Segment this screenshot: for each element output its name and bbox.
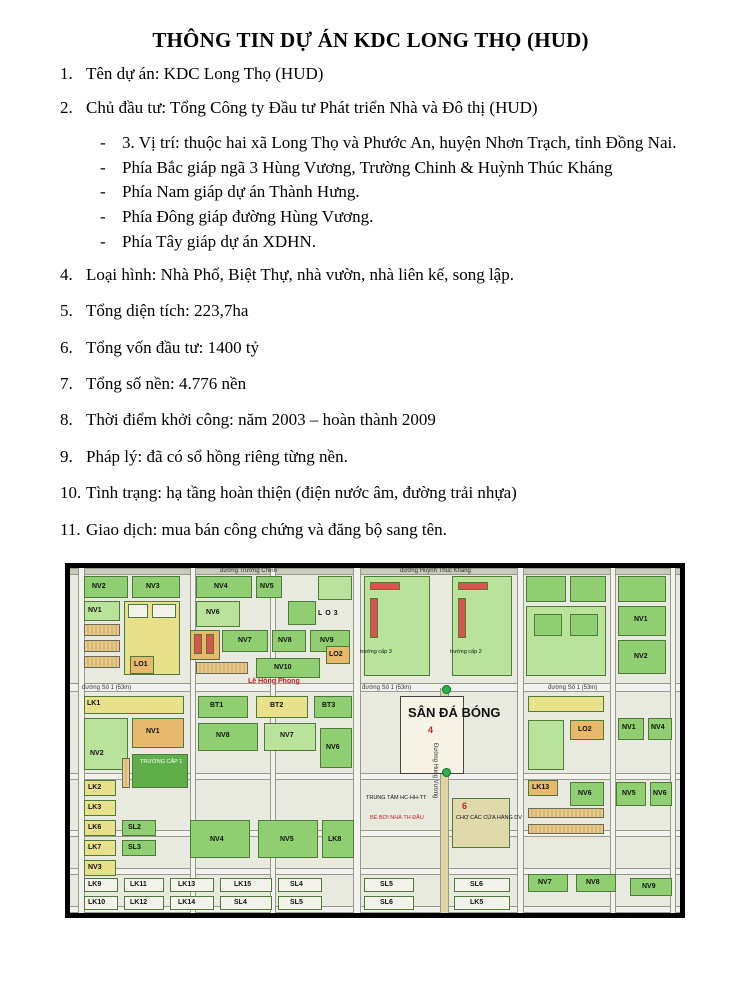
location-sub-list [60,132,707,254]
map-stadium-number: 4 [428,725,434,735]
map-block-label: LK5 [470,899,484,906]
map-block-label: LK11 [130,881,147,888]
map-market-number: 6 [462,801,468,811]
map-block-label: LK9 [88,881,102,888]
map-plot-strip [84,624,120,636]
map-block-label: SL6 [470,881,483,888]
map-stadium-label: SÂN ĐÁ BÓNG [408,705,501,720]
map-subblock [194,634,202,654]
map-plot-strip [528,808,604,818]
map-block-label: NV5 [260,583,274,590]
map-canvas [70,568,680,913]
list-item-number: 5. [60,301,73,321]
map-road-label: đường Huỳnh Thúc Kháng [400,568,471,574]
map-plot-strip [122,758,130,788]
list-item-text: Thời điểm khởi công: năm 2003 – hoàn thành 2009 [86,410,436,430]
sub-list-text: Phía Đông giáp đường Hùng Vương. [122,207,374,227]
map-road-label: đường Số 1 (53m) [362,685,412,691]
map-block-label: LK13 [178,881,196,888]
map-block [528,720,564,770]
map-road-label: đường Số 1 (53m) [548,685,598,691]
list-item-text: Chủ đầu tư: Tổng Công ty Đầu tư Phát triển Nhà và Đô thị (HUD) [86,98,538,118]
map-block-label: LK13 [532,784,550,791]
map-school-label: trường cấp 3 [360,649,392,655]
list-item-number: 2. [60,98,73,118]
list-item-number: 7. [60,374,73,394]
map-block-label: NV5 [280,836,294,843]
map-block-label: NV8 [278,637,292,644]
list-item-text: Tổng số nền: 4.776 nền [86,374,247,394]
map-block-label: LK15 [234,881,252,888]
sub-list-text: Phía Nam giáp dự án Thành Hưng. [122,182,360,202]
map-block-label: LO2 [329,651,343,658]
map-block-label: NV4 [651,724,665,731]
map-subblock [570,614,598,636]
list-item [60,300,707,322]
map-block-label: SL4 [290,881,303,888]
map-block-label: SL3 [128,844,141,851]
sub-list-dash: - [100,132,106,152]
sub-list-item [100,132,707,155]
sub-list-item [100,206,707,229]
map-block-label: LK2 [88,784,102,791]
list-item-number: 9. [60,446,73,466]
map-block-label: BT3 [322,702,336,709]
list-item-number: 11. [60,519,81,539]
map-market-block [452,798,510,848]
map-block-label: NV4 [214,583,228,590]
map-block-label: NV7 [238,637,252,644]
map-block [526,576,566,602]
map-road-horizontal [70,568,680,575]
page-title: THÔNG TIN DỰ ÁN KDC LONG THỌ (HUD) [152,28,589,52]
map-subblock [370,582,400,590]
map-road-label: đường Trường Chinh [220,568,277,574]
map-road-vertical [353,568,361,913]
map-road-label: đường Số 1 (53m) [82,685,132,691]
list-item [60,373,707,395]
map-plot-strip [196,662,248,674]
map-block-label: NV1 [146,728,160,735]
sub-list-dash: - [100,157,106,177]
list-item-number: 8. [60,410,73,430]
list-item [60,337,707,359]
map-subblock [152,604,176,618]
list-item [60,63,707,85]
map-block-label: NV1 [88,607,102,614]
map-block-label: LK6 [88,824,102,831]
map-block-label: SL6 [380,899,393,906]
map-block-label: SL5 [380,881,393,888]
map-block-label: BT1 [210,702,224,709]
map-block-label: NV7 [538,879,552,886]
list-item-text: Pháp lý: đã có sổ hồng riêng từng nền. [86,446,348,466]
map-block-label: NV2 [634,653,648,660]
list-item-number: 6. [60,337,73,357]
map-school-label: TRƯỜNG CẤP 1 [140,759,183,765]
list-item [60,482,707,504]
map-school-label: trường cấp 2 [450,649,482,655]
map-block-label: LK14 [178,899,196,906]
map-block-label: LK7 [88,844,102,851]
map-block-label: NV2 [90,750,104,757]
map-plot-strip [84,640,120,652]
map-block [570,576,606,602]
map-block-label: NV7 [280,732,294,739]
list-item-number: 1. [60,64,73,83]
list-item-text: Tổng diện tích: 223,7ha [86,301,249,321]
list-item [60,409,707,431]
list-item-text: Tình trạng: hạ tầng hoàn thiện (điện nước âm, đường trải nhựa) [86,483,517,503]
map-block-label: NV8 [586,879,600,886]
map-subblock [206,634,214,654]
map-block-label: NV2 [92,583,106,590]
list-item [60,264,707,286]
map-block-label: NV6 [653,790,667,797]
map-subblock [370,598,378,638]
map-intersection-marker [442,768,451,777]
map-center-label: TRUNG TÂM HC-HH-TT [366,795,427,801]
map-block-label: NV8 [216,732,230,739]
map-intersection-marker [442,685,451,694]
map-block-label: SL4 [234,899,247,906]
sub-list-dash: - [100,231,106,251]
list-item-number: 10. [60,483,82,503]
map-block-label: NV10 [274,664,292,671]
list-item-number: 4. [60,264,73,284]
map-block-label: LK3 [88,804,102,811]
map-road-vertical [517,568,524,913]
map-block-label: NV3 [88,864,102,871]
map-subblock [458,598,466,638]
map-block-label: LK8 [328,836,342,843]
sub-list-dash: - [100,182,106,202]
map-subblock [534,614,562,636]
map-block-label: NV3 [146,583,160,590]
map-block-label: NV6 [206,609,220,616]
map-block-label: LK12 [130,899,148,906]
map-subblock [128,604,148,618]
map-block [84,576,128,598]
map-block-label: NV9 [320,637,334,644]
info-list [0,63,741,541]
map-highlight-road-label: Lê Hồng Phong [248,678,300,685]
map-road-vertical [670,568,676,913]
map-subblock [458,582,488,590]
map-block-label: LO1 [134,661,148,668]
sub-list-text: Phía Bắc giáp ngã 3 Hùng Vương, Trường Chinh & Huỳnh Thúc Kháng [122,157,613,177]
map-block-label: LO2 [578,726,592,733]
list-item-text: Tổng vốn đầu tư: 1400 tỷ [86,337,260,357]
map-block-label: NV6 [578,790,592,797]
map-block-label: NV4 [210,836,224,843]
map-block-label: NV6 [326,744,340,751]
list-item [60,97,707,119]
map-pool-label: BỂ BƠI NHÀ TH ĐẤU [370,815,424,821]
map-block [318,576,352,600]
map-block-label: LO3 [318,610,341,617]
list-item-text: Tên dự án: KDC Long Thọ (HUD) [86,64,324,83]
sub-list-text: Phía Tây giáp dự án XDHN. [122,231,316,251]
map-block-label: NV9 [642,883,656,890]
document-page [0,28,741,988]
map-road-vertical [610,568,616,913]
list-item-text: Loại hình: Nhà Phố, Biệt Thự, nhà vườn, nhà liên kế, song lập. [86,264,514,284]
map-block [618,576,666,602]
list-item [60,446,707,468]
map-block [528,696,604,712]
map-block-label: BT2 [270,702,284,709]
map-vertical-road-label: Đường Hùng Vương [432,743,438,799]
sub-list-text: 3. Vị trí: thuộc hai xã Long Thọ và Phước An, huyện Nhơn Trạch, tỉnh Đồng Nai. [122,132,677,152]
map-block-label: SL2 [128,824,141,831]
map-market-label: CHỢ CÁC CỬA HÀNG DV [456,815,522,821]
map-block-label: SL5 [290,899,303,906]
map-block-label: NV5 [622,790,636,797]
sub-list-item [100,181,707,204]
sub-list-item [100,231,707,254]
list-item [60,519,707,541]
map-plot-strip [84,656,120,668]
sub-list-dash: - [100,207,106,227]
map-block-label: NV1 [634,616,648,623]
map-block-label: NV1 [622,724,636,731]
map-plot-strip [528,824,604,834]
project-master-plan-map [65,563,685,918]
map-block-label: LK1 [87,700,101,707]
sub-list-item [100,157,707,180]
map-block [288,601,316,625]
map-block-label: LK10 [88,899,106,906]
list-item-text: Giao dịch: mua bán công chứng và đăng bộ sang tên. [86,519,447,539]
